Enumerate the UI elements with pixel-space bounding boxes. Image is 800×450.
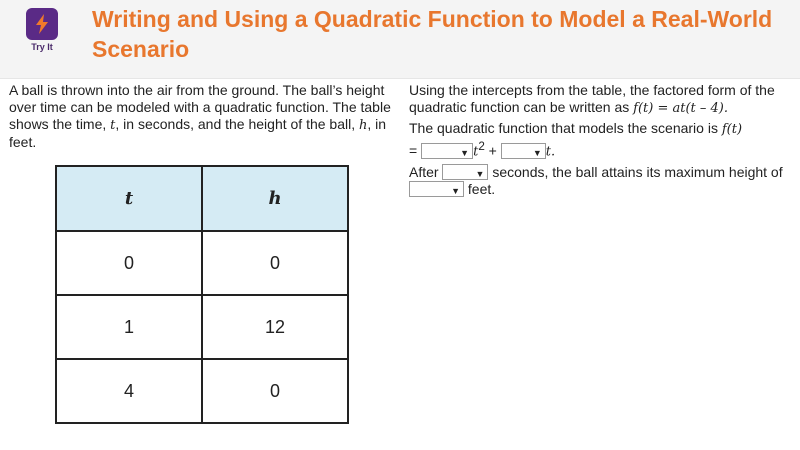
table-cell: 0 (202, 231, 348, 295)
table-cell: 4 (56, 359, 202, 423)
var-t: t (110, 118, 116, 133)
maximum-height-statement: After ▼ seconds, the ball attains its maximum height of ▼ feet. (409, 164, 794, 198)
factored-form-expression: f(t) = at(t – 4). (633, 101, 728, 116)
lightning-bolt-icon (33, 13, 51, 35)
intro-text-3: , in feet. (9, 116, 387, 150)
page-title: Writing and Using a Quadratic Function to Model a Real-World Scenario (92, 6, 773, 62)
time-height-table (55, 165, 349, 424)
coefficient-a-dropdown[interactable] (421, 143, 473, 159)
seconds-dropdown[interactable] (442, 164, 488, 180)
dropdown-arrow-icon: ▼ (460, 147, 470, 158)
try-it-badge (26, 8, 58, 40)
question-panel (409, 82, 794, 201)
problem-intro (9, 82, 399, 151)
intro-text-2: , in seconds, and the height of the ball, (115, 116, 360, 132)
lesson-header (0, 0, 800, 79)
coefficient-b-dropdown[interactable] (501, 143, 546, 159)
dropdown-arrow-icon: ▼ (532, 147, 542, 158)
max-height-dropdown[interactable] (409, 181, 464, 197)
dropdown-arrow-icon: ▼ (451, 185, 460, 196)
column-header-h: h (202, 166, 348, 231)
table-cell: 0 (56, 231, 202, 295)
intro-text-1: A ball is thrown into the air from the ground. The ball’s height over time can be modeled with a quadratic function. The table shows the time, (9, 82, 391, 132)
function-statement: The quadratic function that models the scenario is f(t) = ▼ $t^2$ + ▼ t. (409, 120, 743, 160)
table-cell: 1 (56, 295, 202, 359)
column-header-t: t (56, 166, 202, 231)
var-h: h (359, 118, 368, 133)
dropdown-arrow-icon: ▼ (475, 168, 485, 179)
table-cell: 12 (202, 295, 348, 359)
table-cell: 0 (202, 359, 348, 423)
table-header-row (56, 166, 348, 231)
factored-form-statement: Using the intercepts from the table, the factored form of the quadratic function can be written as f(t) = at(t – 4). (409, 82, 775, 116)
table-row (56, 231, 348, 295)
table-row (56, 359, 348, 423)
try-it-label: Try It (31, 42, 53, 52)
table-row (56, 295, 348, 359)
